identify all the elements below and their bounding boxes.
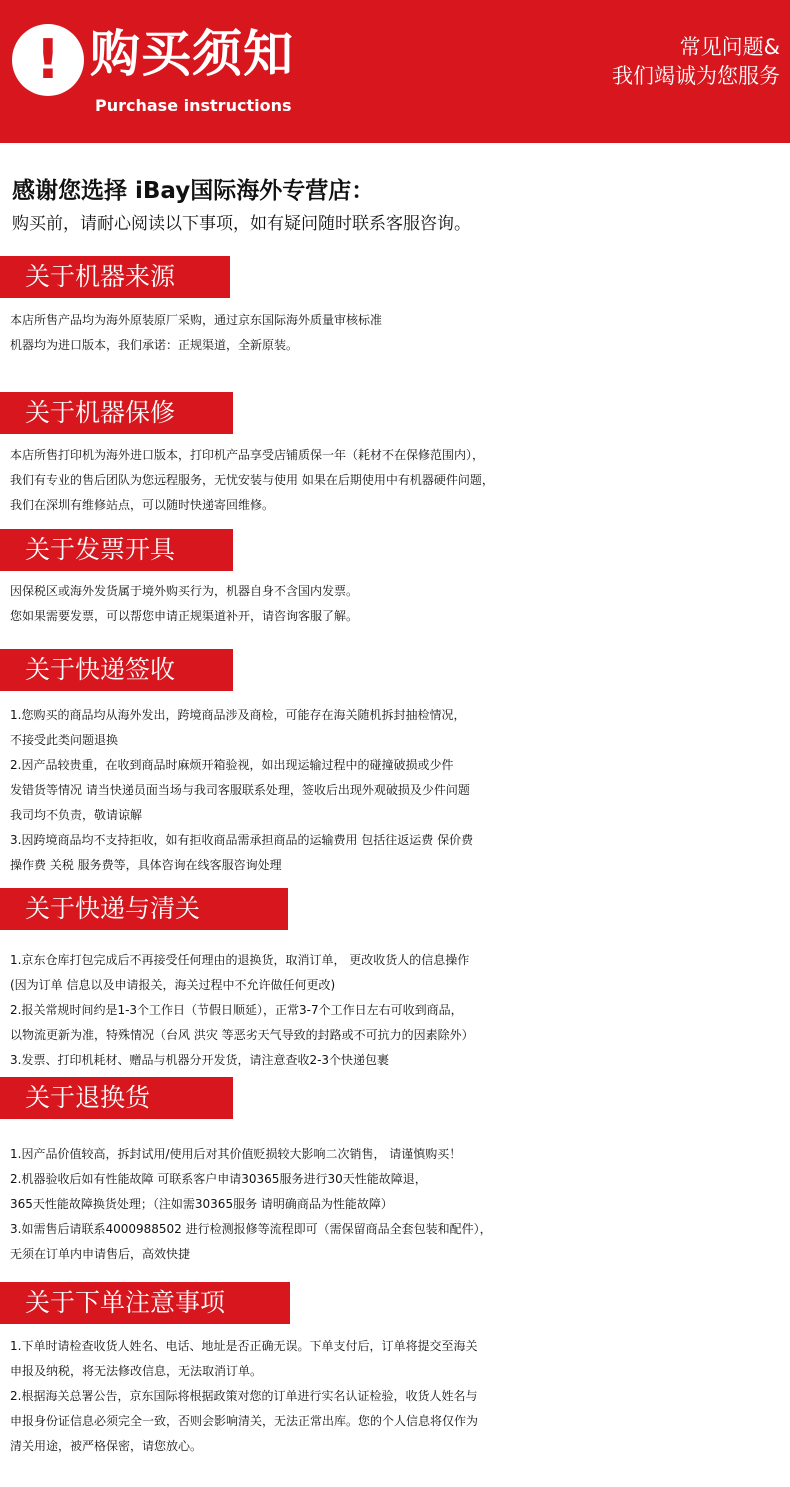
section-line: 1.下单时请检查收货人姓名、电话、地址是否正确无误。下单支付后，订单将提交至海关: [10, 1339, 478, 1353]
section-line: 2.根据海关总署公告，京东国际将根据政策对您的订单进行实名认证检验，收货人姓名与: [10, 1389, 478, 1403]
page-subtitle: Purchase instructions: [95, 96, 292, 115]
section-line: 本店所售产品均为海外原装原厂采购，通过京东国际海外质量审核标准: [10, 313, 383, 327]
section-title-customs: 关于快递与清关: [0, 888, 288, 930]
section-line: 365天性能故障换货处理；（注如需30365服务 请明确商品为性能故障）: [10, 1197, 393, 1211]
section-line: 我们有专业的售后团队为您远程服务，无忧安装与使用 如果在后期使用中有机器硬件问题，: [10, 473, 494, 487]
intro-title: 感谢您选择 iBay国际海外专营店：: [12, 178, 375, 204]
section-line: 2.因产品较贵重，在收到商品时麻烦开箱验视，如出现运输过程中的碰撞破损或少件: [10, 758, 454, 772]
section-line: 发错货等情况 请当快递员面当场与我司客服联系处理，签收后出现外观破损及少件问题: [10, 783, 470, 797]
section-body-warranty: [10, 443, 790, 518]
section-title-returns: 关于退换货: [0, 1077, 233, 1119]
section-body-invoice: [10, 579, 790, 629]
header-service-note: [612, 33, 780, 91]
section-line: 1.因产品价值较高，拆封试用/使用后对其价值贬损较大影响二次销售， 请谨慎购买！: [10, 1147, 462, 1161]
section-title-invoice: 关于发票开具: [0, 529, 233, 571]
section-line: 无须在订单内申请售后，高效快捷: [10, 1247, 191, 1261]
section-line: 1.您购买的商品均从海外发出，跨境商品涉及商检，可能存在海关随机拆封抽检情况，: [10, 708, 466, 722]
section-title-warranty: 关于机器保修: [0, 392, 233, 434]
section-line: 本店所售打印机为海外进口版本，打印机产品享受店铺质保一年（耗材不在保修范围内），: [10, 448, 485, 462]
section-body-returns: [10, 1142, 790, 1267]
section-line: 因保税区或海外发货属于境外购买行为，机器自身不含国内发票。: [10, 584, 359, 598]
section-line: 1.京东仓库打包完成后不再接受任何理由的退换货，取消订单， 更改收货人的信息操作: [10, 953, 470, 967]
section-body-ordering: [10, 1334, 790, 1459]
section-line: 申报及纳税，将无法修改信息，无法取消订单。: [10, 1364, 263, 1378]
intro-subtitle: 购买前，请耐心阅读以下事项，如有疑问随时联系客服咨询。: [12, 214, 471, 234]
section-body-customs: [10, 948, 790, 1073]
section-line: 3.发票、打印机耗材、赠品与机器分开发货，请注意查收2-3个快递包裹: [10, 1053, 390, 1067]
section-line: 2.报关常规时间约是1-3个工作日（节假日顺延），正常3-7个工作日左右可收到商品，: [10, 1003, 463, 1017]
section-line: 操作费 关税 服务费等，具体咨询在线客服咨询处理: [10, 858, 282, 872]
section-line: 2.机器验收后如有性能故障 可联系客户申请30365服务进行30天性能故障退，: [10, 1172, 427, 1186]
section-line: 不接受此类问题退换: [10, 733, 119, 747]
section-body-source: [10, 308, 790, 358]
section-line: 我司均不负责，敬请谅解: [10, 808, 143, 822]
page-title: 购买须知: [90, 25, 294, 83]
section-line: 机器均为进口版本，我们承诺：正规渠道，全新原装。: [10, 338, 299, 352]
section-line: 您如果需要发票，可以帮您申请正规渠道补开，请咨询客服了解。: [10, 609, 359, 623]
header-right-line: 我们竭诚为您服务: [612, 64, 780, 88]
header-right-line: 常见问题&: [679, 35, 780, 59]
section-line: (因为订单 信息以及申请报关，海关过程中不允许做任何更改): [10, 978, 336, 992]
section-body-delivery: [10, 703, 790, 878]
section-line: 申报身份证信息必须完全一致，否则会影响清关，无法正常出库。您的个人信息将仅作为: [10, 1414, 479, 1428]
section-line: 清关用途，被严格保密，请您放心。: [10, 1439, 203, 1453]
section-line: 3.如需售后请联系4000988502 进行检测报修等流程即可（需保留商品全套包装和配件），: [10, 1222, 492, 1236]
section-title-ordering: 关于下单注意事项: [0, 1282, 290, 1324]
exclamation-icon: !: [12, 24, 84, 96]
section-title-source: 关于机器来源: [0, 256, 230, 298]
section-line: 以物流更新为准，特殊情况（台风 洪灾 等恶劣天气导致的封路或不可抗力的因素除外）: [10, 1028, 474, 1042]
section-line: 3.因跨境商品均不支持拒收，如有拒收商品需承担商品的运输费用 包括往返运费 保价费: [10, 833, 474, 847]
section-title-delivery: 关于快递签收: [0, 649, 233, 691]
header-banner: [0, 0, 790, 143]
section-line: 我们在深圳有维修站点，可以随时快递寄回维修。: [10, 498, 275, 512]
